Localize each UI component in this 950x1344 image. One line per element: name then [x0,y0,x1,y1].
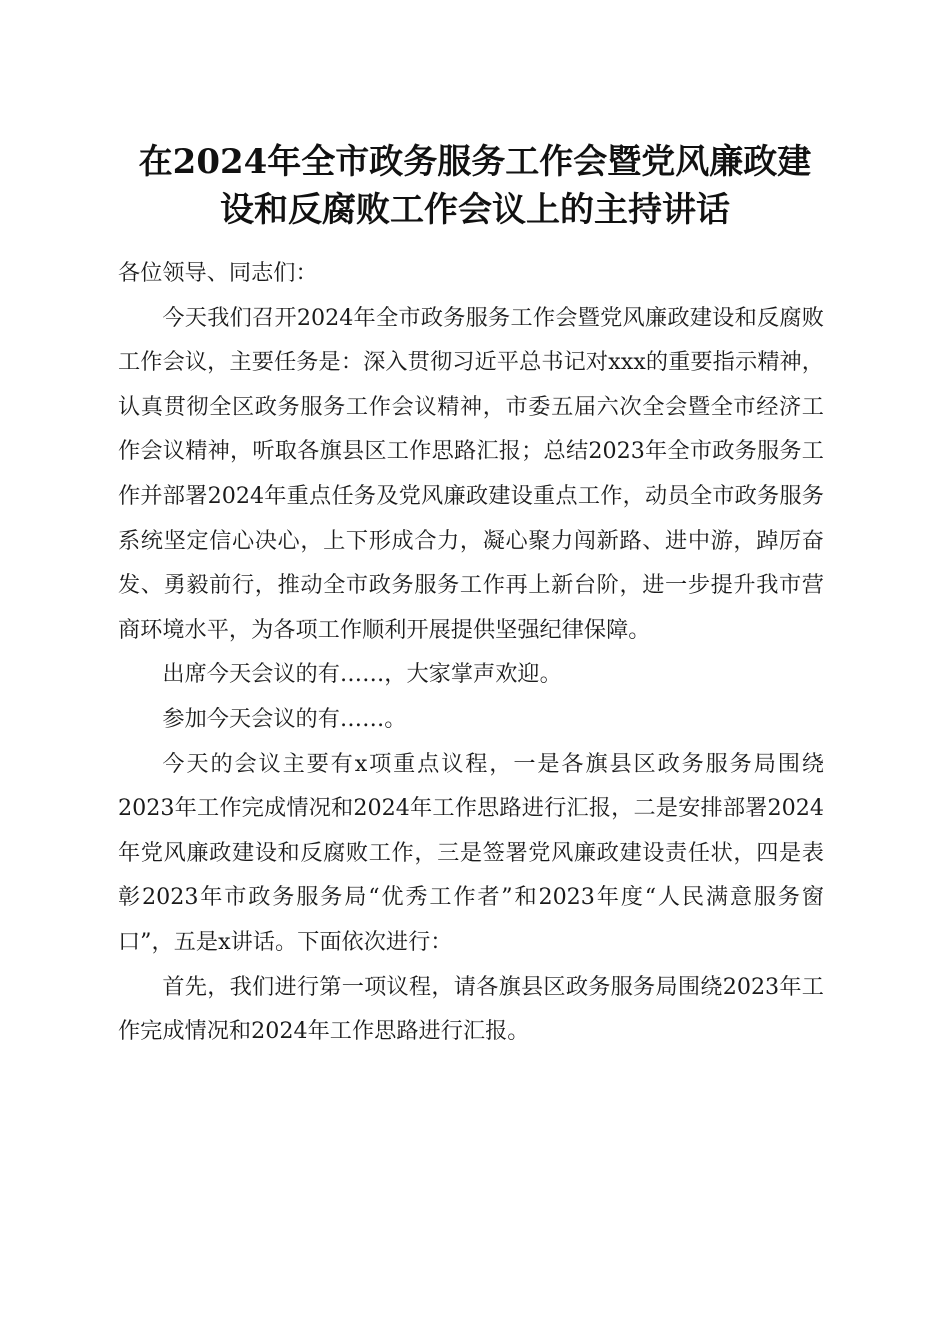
paragraph-1: 今天我们召开2024年全市政务服务工作会暨党风廉政建设和反腐败工作会议，主要任务是：深入贯彻习近平总书记对xxx的重要指示精神，认真贯彻全区政务服务工作会议精神，市委五届六次全会暨全市经济工作会议精神，听取各旗县区工作思路汇报；总结2023年全市政务服务工作并部署2024年重点任务及党风廉政建设重点工作，动员全市政务服务系统坚定信心决心，上下形成合力，凝心聚力闯新路、进中游，踔厉奋发、勇毅前行，推动全市政务服务工作再上新台阶，进一步提升我市营商环境水平，为各项工作顺利开展提供坚强纪律保障。 [118,304,824,643]
paragraph-5: 首先，我们进行第一项议程，请各旗县区政务服务局围绕2023年工作完成情况和2024年工作思路进行汇报。 [118,973,824,1045]
title-line-1: 在2024年全市政务服务工作会暨党风廉政建 [138,142,812,182]
paragraph-4: 今天的会议主要有x项重点议程，一是各旗县区政务服务局围绕2023年工作完成情况和2024年工作思路进行汇报，二是安排部署2024年党风廉政建设和反腐败工作，三是签署党风廉政建设责任状，四是表彰2023年市政务服务局“优秀工作者”和2023年度“人民满意服务窗口”，五是x讲话。下面依次进行： [118,750,824,955]
document-title [110,138,840,234]
paragraph-3: 参加今天会议的有……。 [162,705,407,732]
document-body [118,251,824,1054]
salutation: 各位领导、同志们： [118,260,318,286]
paragraph-2: 出席今天会议的有……，大家掌声欢迎。 [162,661,562,688]
title-line-2: 设和反腐败工作会议上的主持讲话 [220,190,730,230]
